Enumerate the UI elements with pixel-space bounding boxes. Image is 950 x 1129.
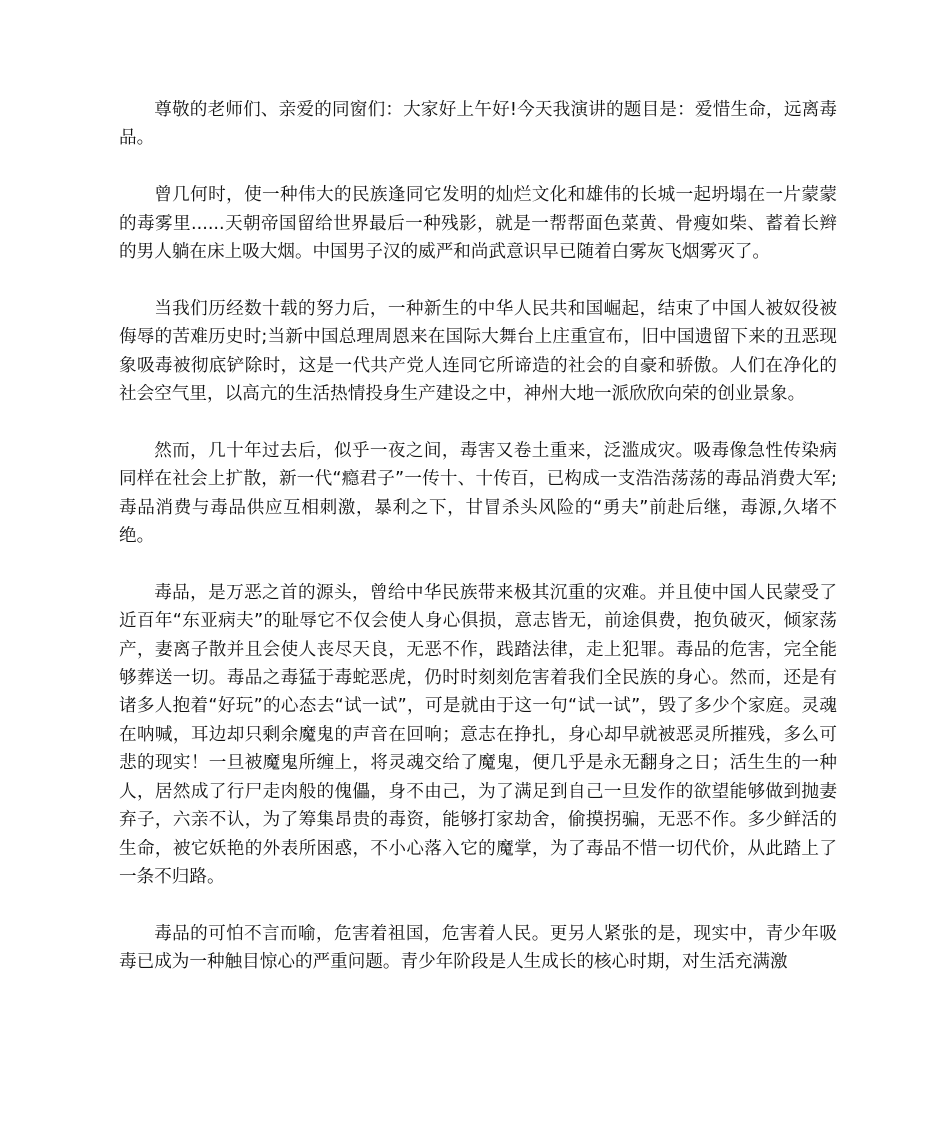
paragraph-resurgence: 然而，几十年过去后，似乎一夜之间，毒害又卷土重来，泛滥成灾。吸毒像急性传染病同样在社会上扩散，新一代“瘾君子”一传十、十传百，已构成一支浩浩荡荡的毒品消费大军;毒品消费与毒品供应互相刺激，暴利之下，甘冒杀头风险的“勇夫”前赴后继，毒源,久堵不绝。 (119, 440, 837, 547)
paragraph-greeting: 尊敬的老师们、亲爱的同窗们：大家好上午好!今天我演讲的题目是：爱惜生命，远离毒品。 (119, 100, 837, 149)
paragraph-youth: 毒品的可怕不言而喻，危害着祖国，危害着人民。更另人紧张的是，现实中，青少年吸毒已成为一种触目惊心的严重问题。青少年阶段是人生成长的核心时期，对生活充满激 (119, 923, 837, 973)
paragraph-new-china: 当我们历经数十载的努力后，一种新生的中华人民共和国崛起，结束了中国人被奴役被侮辱的苦难历史时;当新中国总理周恩来在国际大舞台上庄重宣布，旧中国遗留下来的丑恶现象吸毒被彻底铲除时，这是一代共产党人连同它所谛造的社会的自豪和骄傲。人们在净化的社会空气里，以高亢的生活热情投身生产建设之中，神州大地一派欣欣向荣的创业景象。 (119, 298, 837, 405)
document-body (119, 96, 837, 1005)
paragraph-harm: 毒品，是万恶之首的源头，曾给中华民族带来极其沉重的灾难。并且使中国人民蒙受了近百年“东亚病夫”的耻辱它不仅会使人身心俱损，意志皆无，前途俱费，抱负破灭，倾家荡产，妻离子散并且会使人丧尽天良，无恶不作，践踏法律，走上犯罪。毒品的危害，完全能够葬送一切。毒品之毒猛于毒蛇恶虎，仍时时刻刻危害着我们全民族的身心。然而，还是有诸多人抱着“好玩”的心态去“试一试”，可是就由于这一句“试一试”，毁了多少个家庭。灵魂在呐喊，耳边却只剩余魔鬼的声音在回响；意志在挣扎，身心却早就被恶灵所摧残，多么可悲的现实！一旦被魔鬼所缠上，将灵魂交给了魔鬼，便几乎是永无翻身之日；活生生的一种人，居然成了行尸走肉般的傀儡，身不由己，为了满足到自己一旦发作的欲望能够做到抛妻弃子，六亲不认，为了筹集昂贵的毒资，能够打家劫舍，偷摸拐骗，无恶不作。多少鲜活的生命，被它妖艳的外表所困惑，不小心落入它的魔掌，为了毒品不惜一切代价，从此踏上了一条不归路。 (119, 582, 837, 887)
paragraph-history: 曾几何时，使一种伟大的民族逢同它发明的灿烂文化和雄伟的长城一起坍塌在一片蒙蒙的毒雾里......天朝帝国留给世界最后一种残影，就是一帮帮面色菜黄、骨瘦如柴、蓄着长辫的男人躺在床上吸大烟。中国男子汉的威严和尚武意识早已随着白雾灰飞烟雾灭了。 (119, 185, 837, 263)
